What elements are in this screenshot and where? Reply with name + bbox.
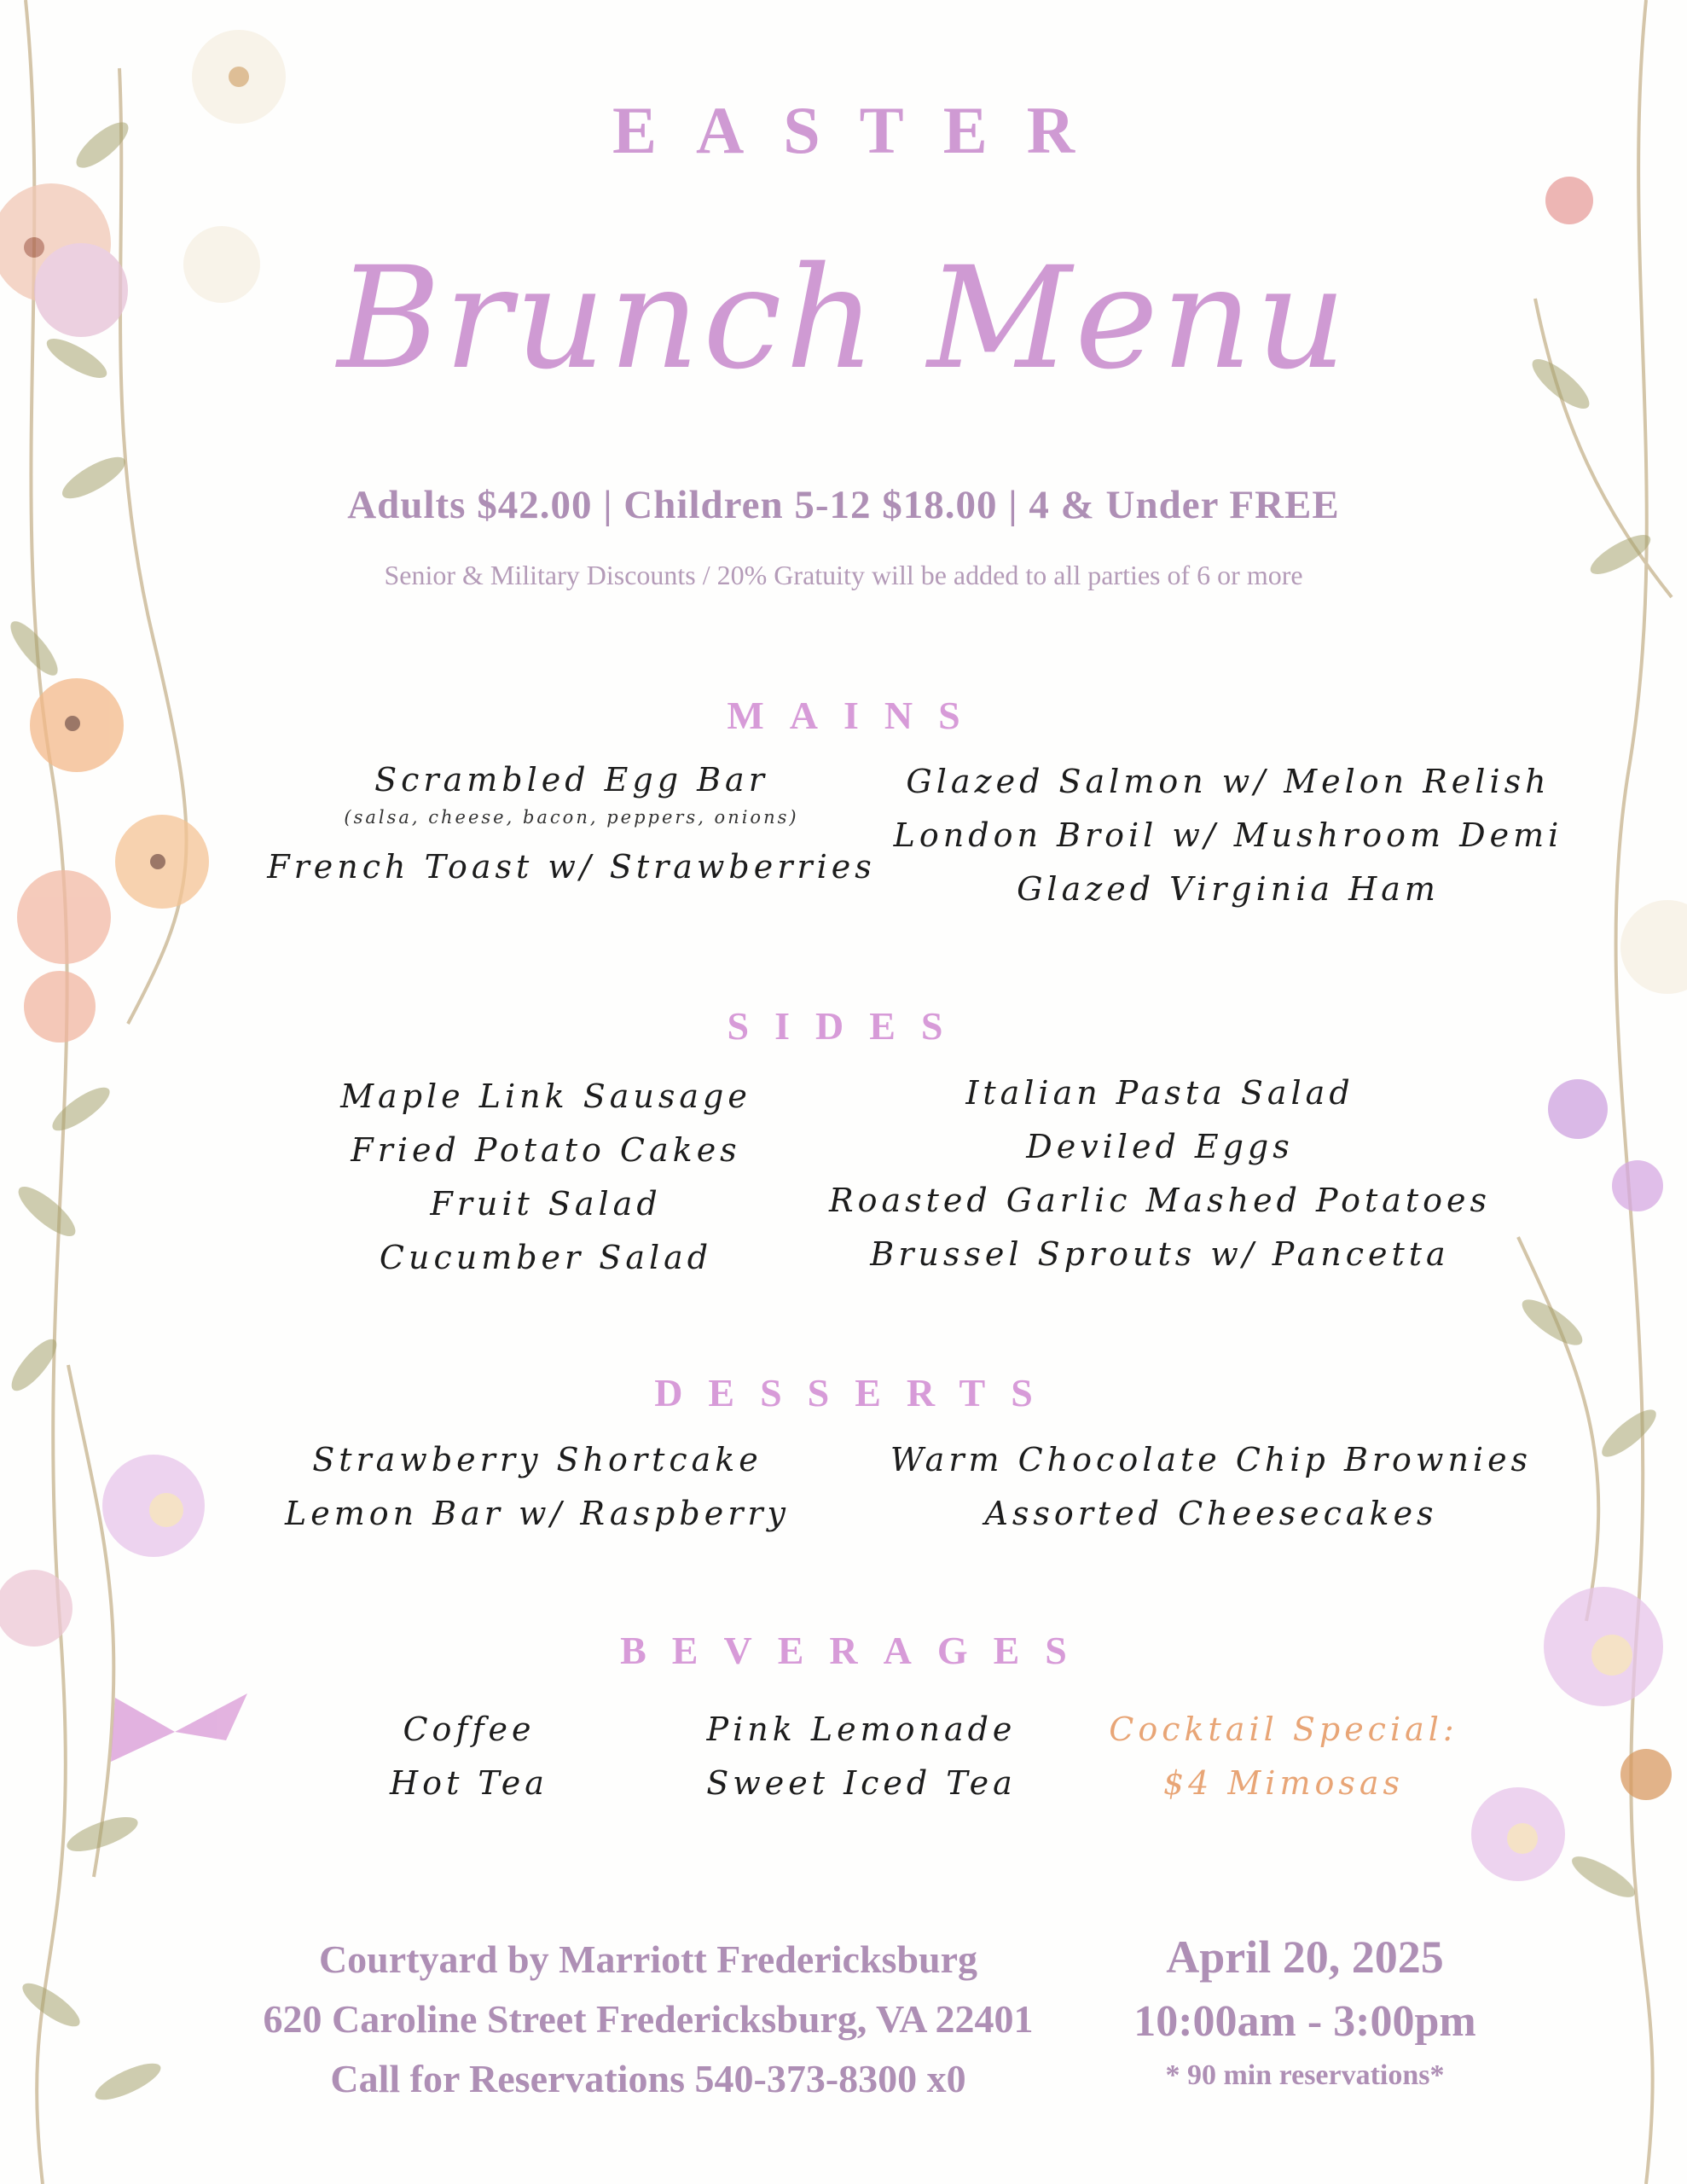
event-hours: 10:00am - 3:00pm	[1133, 1997, 1476, 2046]
menu-item-note: (salsa, cheese, bacon, peppers, onions)	[344, 807, 799, 828]
event-date-info	[1083, 1925, 1527, 2097]
venue-name: Courtyard by Marriott Fredericksburg	[318, 1937, 978, 1981]
event-date: April 20, 2025	[1166, 1931, 1444, 1983]
section-title-mains: MAINS	[727, 694, 986, 737]
beverages-column-2	[682, 1703, 1041, 1810]
menu-item: Coffee	[403, 1711, 536, 1748]
menu-item: Assorted Cheesecakes	[984, 1495, 1438, 1532]
venue-address: 620 Caroline Street Fredericksburg, VA 22401	[263, 1997, 1034, 2041]
desserts-right-column	[870, 1433, 1552, 1541]
menu-item: Sweet Iced Tea	[706, 1764, 1017, 1802]
menu-item: Pink Lemonade	[706, 1711, 1017, 1748]
cocktail-special	[1092, 1703, 1475, 1810]
section-title-sides: SIDES	[727, 1004, 969, 1048]
script-title-text: Brunch Menu	[337, 236, 1350, 400]
menu-item: Brussel Sprouts w/ Pancetta	[870, 1235, 1450, 1273]
desserts-left-column	[247, 1433, 827, 1541]
menu-item: Cucumber Salad	[379, 1239, 713, 1276]
section-title-beverages: BEVERAGES	[620, 1629, 1093, 1672]
menu-item: Hot Tea	[390, 1764, 548, 1802]
brunch-menu-script-title	[332, 218, 1355, 431]
menu-item: Maple Link Sausage	[340, 1077, 751, 1115]
menu-item: Strawberry Shortcake	[312, 1441, 762, 1478]
menu-item: Lemon Bar w/ Raspberry	[285, 1495, 790, 1532]
menu-item: Scrambled Egg Bar	[374, 761, 768, 799]
venue-info	[230, 1930, 1066, 2109]
menu-item: Glazed Virginia Ham	[1017, 870, 1440, 908]
beverages-column-1	[324, 1703, 614, 1810]
reservation-phone[interactable]: Call for Reservations 540-373-8300 x0	[330, 2057, 966, 2100]
menu-item: French Toast w/ Strawberries	[267, 848, 876, 886]
sides-left-column	[256, 1070, 836, 1285]
reservation-duration-note: * 90 min reservations*	[1165, 2059, 1445, 2091]
menu-item: Glazed Salmon w/ Melon Relish	[906, 763, 1551, 800]
menu-item: London Broil w/ Mushroom Demi	[893, 816, 1563, 854]
cocktail-special-price: $4 Mimosas	[1162, 1764, 1405, 1802]
section-title-desserts: DESSERTS	[654, 1371, 1058, 1414]
menu-item: Warm Chocolate Chip Brownies	[890, 1441, 1533, 1478]
menu-item: Fruit Salad	[430, 1185, 662, 1223]
pricing-line: Adults $42.00 | Children 5-12 $18.00 | 4 & Under FREE	[347, 483, 1340, 527]
mains-right-column	[887, 755, 1569, 916]
discount-notice: Senior & Military Discounts / 20% Gratuity will be added to all parties of 6 or more	[384, 560, 1303, 590]
cocktail-special-label: Cocktail Special:	[1109, 1711, 1458, 1748]
eyebrow-title: EASTER	[612, 93, 1115, 167]
mains-left-column	[256, 759, 887, 891]
menu-item: Italian Pasta Salad	[965, 1074, 1354, 1112]
menu-item: Roasted Garlic Mashed Potatoes	[828, 1182, 1492, 1219]
sides-right-column	[819, 1066, 1501, 1281]
menu-item: Deviled Eggs	[1026, 1128, 1294, 1165]
menu-item: Fried Potato Cakes	[351, 1131, 741, 1169]
